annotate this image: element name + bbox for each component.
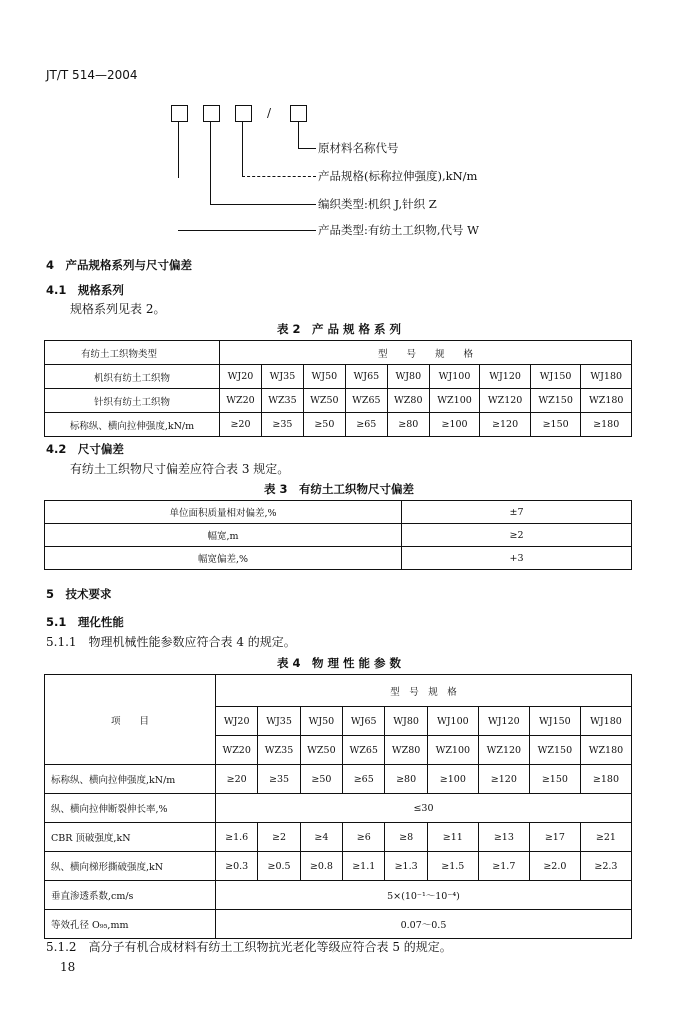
table-cell: ≥150: [529, 765, 580, 794]
table-cell: ≥35: [261, 413, 303, 437]
table-row: [45, 365, 632, 389]
table-row-label: 纵、横向拉伸断裂伸长率,%: [45, 794, 216, 823]
table-row-label: 针织有纺土工织物: [45, 389, 220, 413]
table-2-caption: 表 2 产 品 规 格 系 列: [276, 322, 402, 336]
table-cell: WZ100: [427, 736, 478, 765]
table-cell: ±7: [402, 501, 632, 524]
table-cell: WZ50: [303, 389, 345, 413]
table-cell: ≥65: [343, 765, 385, 794]
table-row: [45, 852, 632, 881]
table-2: [44, 340, 632, 437]
table-cell: WJ100: [429, 365, 480, 389]
table-row-label: 标称纵、横向拉伸强度,kN/m: [45, 413, 220, 437]
table-cell: ≥80: [387, 413, 429, 437]
table-cell: WZ20: [216, 736, 258, 765]
section-5-1-title: 5.1 理化性能: [46, 615, 124, 629]
table-cell: ≥50: [300, 765, 342, 794]
section-4-title: 4 产品规格系列与尺寸偏差: [46, 258, 193, 272]
table-cell: WJ65: [345, 365, 387, 389]
table-cell: WJ150: [530, 365, 581, 389]
table-cell: WJ35: [261, 365, 303, 389]
table-cell: WJ150: [529, 707, 580, 736]
connector-h1: [178, 230, 316, 231]
table-cell: ≥2.3: [580, 852, 631, 881]
label-spec: 产品规格(标称拉伸强度),kN/m: [318, 169, 478, 183]
connector-h2: [210, 204, 316, 205]
table-row: [45, 881, 632, 910]
code-box-2: [203, 105, 220, 122]
table-row-label: CBR 顶破强度,kN: [45, 823, 216, 852]
table-row: [45, 794, 632, 823]
table-cell: ≥50: [303, 413, 345, 437]
table-cell: WZ35: [261, 389, 303, 413]
table-row-label: 幅宽偏差,%: [45, 547, 402, 570]
table-cell: ≥120: [480, 413, 531, 437]
table-cell: ≥0.5: [258, 852, 300, 881]
table-cell: 5×(10⁻¹～10⁻⁴): [216, 881, 632, 910]
code-box-1: [171, 105, 188, 122]
table-cell: WJ50: [303, 365, 345, 389]
table-row-label: 垂直渗透系数,cm/s: [45, 881, 216, 910]
code-box-3: [235, 105, 252, 122]
table-row: [45, 823, 632, 852]
section-4-2-title: 4.2 尺寸偏差: [46, 442, 124, 456]
table-cell: ≥35: [258, 765, 300, 794]
table-cell: ≥6: [343, 823, 385, 852]
table-cell: ≤30: [216, 794, 632, 823]
table-cell: WZ120: [478, 736, 529, 765]
table-cell: WJ80: [385, 707, 427, 736]
connector-v4: [298, 122, 299, 148]
page-number: 18: [60, 960, 76, 974]
code-slash: /: [267, 106, 272, 120]
code-box-4: [290, 105, 307, 122]
section-5-1-2-text: 5.1.2 高分子有机合成材料有纺土工织物抗光老化等级应符合表 5 的规定。: [46, 940, 452, 954]
table-row-label: 机织有纺土工织物: [45, 365, 220, 389]
table-row-label: 等效孔径 O₉₅,mm: [45, 910, 216, 939]
table-cell: ≥80: [385, 765, 427, 794]
table-cell: WZ150: [530, 389, 581, 413]
label-type: 产品类型:有纺土工织物,代号 W: [318, 223, 480, 237]
table-cell: ≥2.0: [529, 852, 580, 881]
connector-v1: [178, 122, 179, 178]
section-4-2-text: 有纺土工织物尺寸偏差应符合表 3 规定。: [70, 462, 290, 476]
table-cell: WJ20: [216, 707, 258, 736]
table-cell: WZ80: [387, 389, 429, 413]
table-cell: ≥120: [478, 765, 529, 794]
table-cell: WZ50: [300, 736, 342, 765]
label-raw-material: 原材料名称代号: [318, 141, 399, 155]
table-cell: WZ180: [580, 736, 631, 765]
table-cell: ≥11: [427, 823, 478, 852]
table-cell: WJ35: [258, 707, 300, 736]
table-cell: WZ100: [429, 389, 480, 413]
connector-h3: [242, 176, 316, 177]
table-row: [45, 413, 632, 437]
table-cell: WJ80: [387, 365, 429, 389]
table-row-label: 纵、横向梯形撕破强度,kN: [45, 852, 216, 881]
table-cell: WZ120: [480, 389, 531, 413]
table-cell: WZ180: [581, 389, 632, 413]
table-cell: WJ20: [220, 365, 262, 389]
table-cell: ≥1.5: [427, 852, 478, 881]
table-row-label: 幅宽,m: [45, 524, 402, 547]
table-cell: WZ150: [529, 736, 580, 765]
table-cell: ≥20: [216, 765, 258, 794]
table-4-model-head: 型 号 规 格: [216, 675, 632, 707]
table-cell: WJ100: [427, 707, 478, 736]
table-3: [44, 500, 632, 570]
table-cell: WZ65: [343, 736, 385, 765]
table-3-caption: 表 3 有纺土工织物尺寸偏差: [263, 482, 414, 496]
table-cell: ≥8: [385, 823, 427, 852]
table-row: [45, 389, 632, 413]
table-cell: WZ65: [345, 389, 387, 413]
table-cell: ≥1.6: [216, 823, 258, 852]
table-cell: ≥2: [258, 823, 300, 852]
table-cell: ≥65: [345, 413, 387, 437]
table-cell: WJ120: [478, 707, 529, 736]
table-cell: ≥20: [220, 413, 262, 437]
section-4-1-title: 4.1 规格系列: [46, 283, 124, 297]
table-row: [45, 910, 632, 939]
table-cell: 0.07～0.5: [216, 910, 632, 939]
table-cell: ≥17: [529, 823, 580, 852]
table-cell: ≥100: [427, 765, 478, 794]
table-cell: ≥21: [580, 823, 631, 852]
table-cell: ≥0.8: [300, 852, 342, 881]
table-cell: WZ35: [258, 736, 300, 765]
table-row-label: 单位面积质量相对偏差,%: [45, 501, 402, 524]
section-5-1-1-text: 5.1.1 物理机械性能参数应符合表 4 的规定。: [46, 635, 296, 649]
table-4-caption: 表 4 物 理 性 能 参 数: [276, 656, 402, 670]
section-5-title: 5 技术要求: [46, 587, 112, 601]
table-row: [45, 524, 632, 547]
table-row: [45, 765, 632, 794]
table-cell: +3: [402, 547, 632, 570]
table-cell: ≥100: [429, 413, 480, 437]
table-cell: WJ50: [300, 707, 342, 736]
table-cell: ≥13: [478, 823, 529, 852]
table-cell: ≥1.1: [343, 852, 385, 881]
table-cell: WJ180: [580, 707, 631, 736]
connector-v3: [242, 122, 243, 176]
table-cell: ≥1.3: [385, 852, 427, 881]
table-cell: ≥180: [580, 765, 631, 794]
standard-code: JT/T 514—2004: [46, 68, 138, 82]
connector-h4: [298, 148, 316, 149]
table-cell: WZ80: [385, 736, 427, 765]
table-cell: WJ65: [343, 707, 385, 736]
table-row: [45, 547, 632, 570]
table-2-head-spec: 型 号 规 格: [220, 341, 632, 365]
connector-v2: [210, 122, 211, 204]
table-cell: ≥150: [530, 413, 581, 437]
table-cell: WJ120: [480, 365, 531, 389]
table-cell: ≥2: [402, 524, 632, 547]
table-row: [45, 501, 632, 524]
table-row-label: 标称纵、横向拉伸强度,kN/m: [45, 765, 216, 794]
table-cell: WZ20: [220, 389, 262, 413]
table-cell: WJ180: [581, 365, 632, 389]
table-2-head-type: 有纺土工织物类型: [45, 341, 220, 365]
table-cell: ≥0.3: [216, 852, 258, 881]
table-4-item-head: 项 目: [45, 675, 216, 765]
section-4-1-text: 规格系列见表 2。: [70, 302, 166, 316]
table-cell: ≥1.7: [478, 852, 529, 881]
table-cell: ≥4: [300, 823, 342, 852]
table-cell: ≥180: [581, 413, 632, 437]
table-4: [44, 674, 632, 939]
label-weave: 编织类型:机织 J,针织 Z: [318, 197, 437, 211]
